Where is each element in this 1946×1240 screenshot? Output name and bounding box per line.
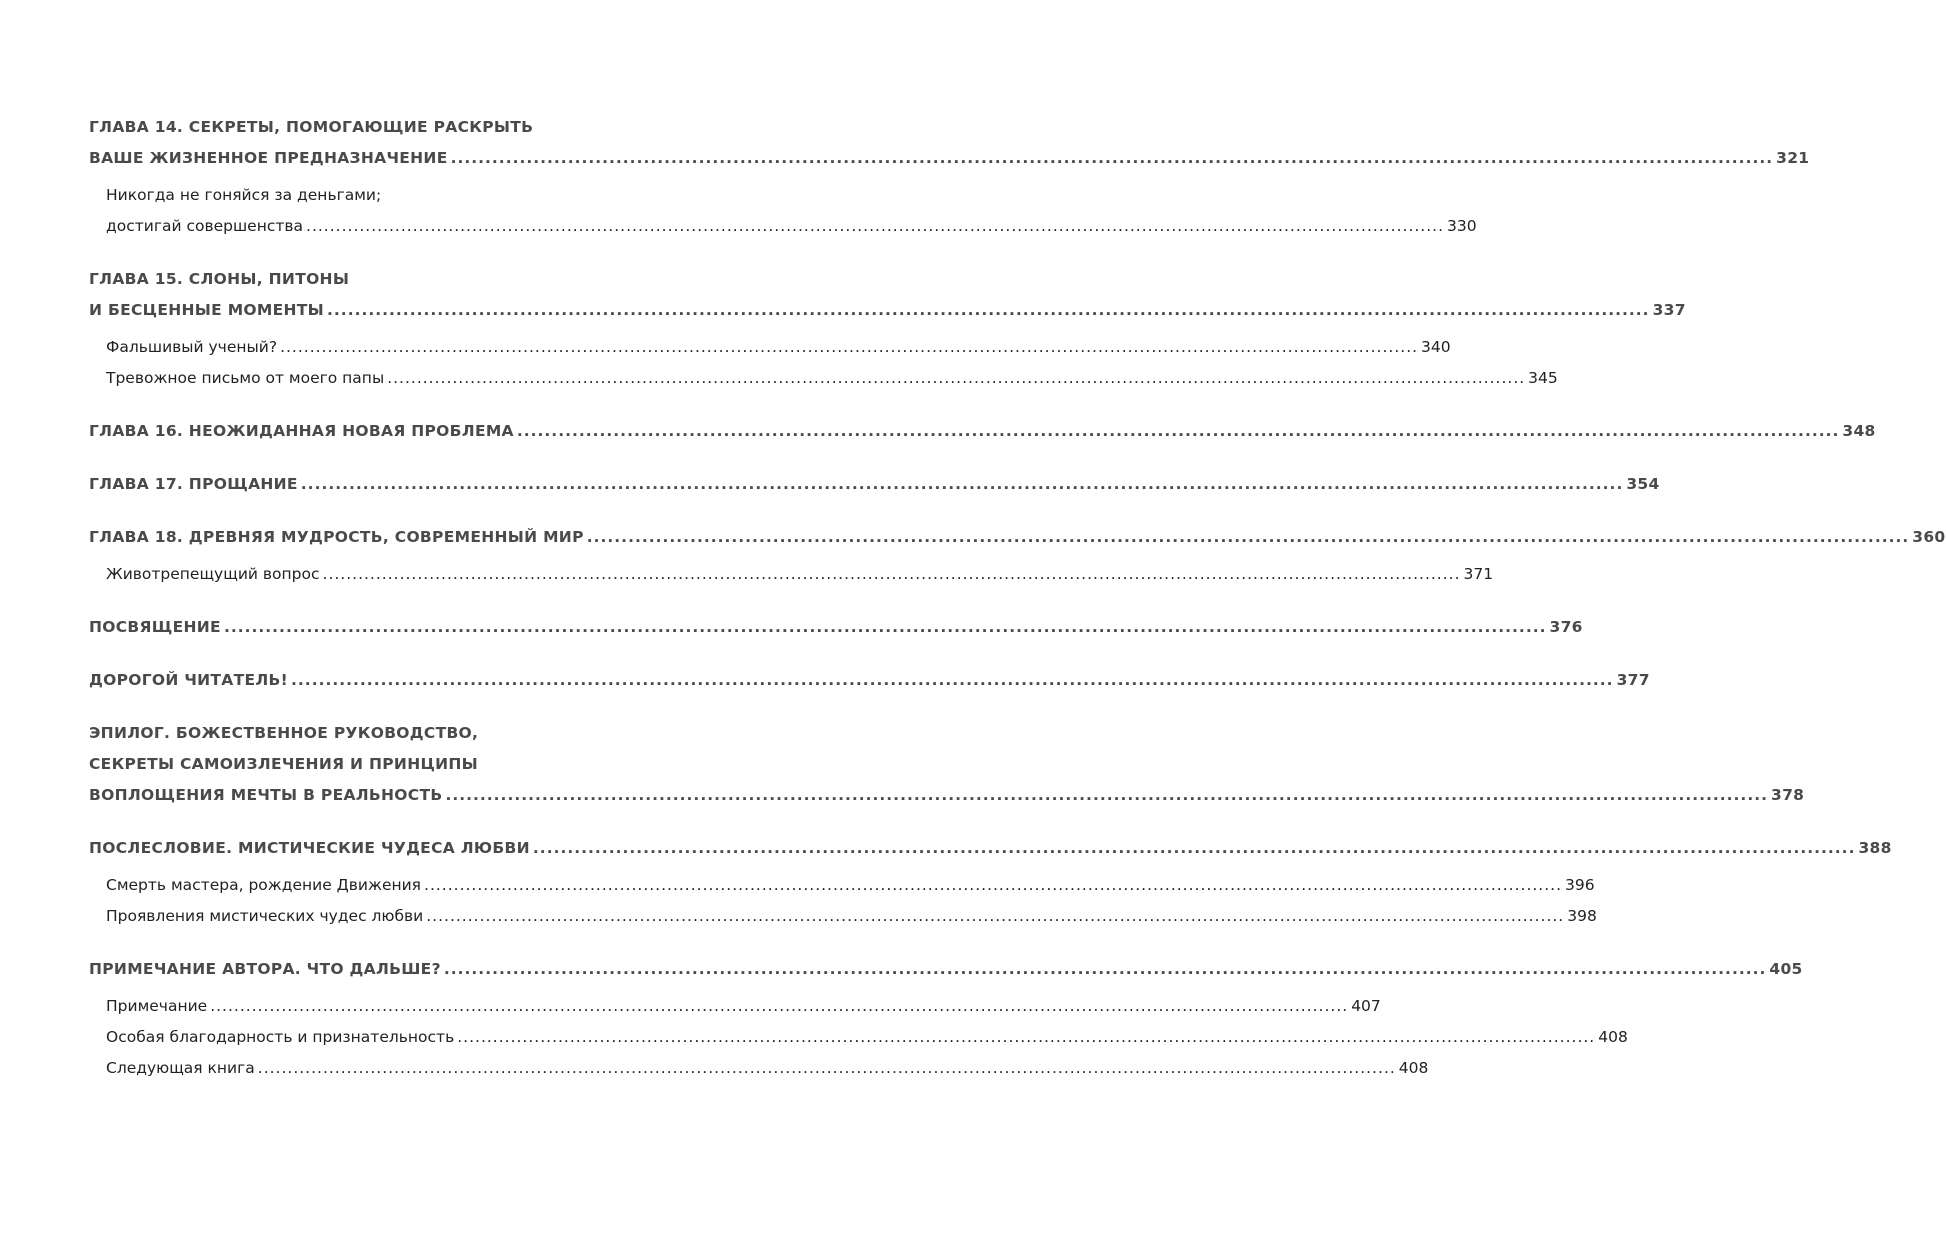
toc-chapter-line-title: ГЛАВА 14. СЕКРЕТЫ, ПОМОГАЮЩИЕ РАСКРЫТЬ (89, 118, 534, 136)
leader-dots (451, 143, 1774, 174)
toc-subsection-line (89, 180, 642, 211)
toc-chapter-line-title: СЕКРЕТЫ САМОИЗЛЕЧЕНИЯ И ПРИНЦИПЫ (89, 755, 479, 773)
toc-chapter-line-title: ГЛАВА 18. ДРЕВНЯЯ МУДРОСТЬ, СОВРЕМЕННЫЙ МИР (89, 528, 584, 546)
toc-chapter-line (89, 264, 642, 295)
toc-subsection-line-title: Примечание (106, 997, 208, 1015)
table-of-contents (89, 112, 1946, 1084)
leader-dots (426, 901, 1564, 932)
page-number: 340 (1421, 338, 1451, 356)
page-number: 348 (1842, 422, 1876, 440)
toc-subsection-line (89, 559, 1494, 590)
toc-subsection-line-title: достигай совершенства (106, 217, 304, 235)
toc-subsection-line-title: Тревожное письмо от моего папы (106, 369, 385, 387)
toc-chapter-line (89, 295, 1686, 326)
page-number: 330 (1447, 217, 1477, 235)
page-number: 360 (1912, 528, 1946, 546)
toc-chapter-line-title: ЭПИЛОГ. БОЖЕСТВЕННОЕ РУКОВОДСТВО, (89, 724, 479, 742)
toc-chapter (89, 416, 1876, 447)
page-number: 371 (1463, 565, 1494, 583)
toc-chapter-line (89, 665, 1650, 696)
page-number: 408 (1398, 1059, 1429, 1077)
toc-subsection-line (89, 211, 1477, 242)
toc-chapter-line-title: ПОСВЯЩЕНИЕ (89, 618, 221, 636)
toc-chapter (89, 264, 1686, 326)
toc-subsection-line-title: Никогда не гоняйся за деньгами; (106, 186, 382, 204)
leader-dots (306, 211, 1444, 242)
page-number: 321 (1776, 149, 1810, 167)
leader-dots (517, 416, 1840, 447)
toc-subsection-line (89, 363, 1558, 394)
toc-chapter-line (89, 469, 1660, 500)
toc-subsection-line-title: Проявления мистических чудес любви (106, 907, 424, 925)
toc-chapter-line (89, 612, 1583, 643)
leader-dots (587, 522, 1910, 553)
page-number: 388 (1858, 839, 1892, 857)
page-number: 376 (1549, 618, 1583, 636)
leader-dots (445, 780, 1768, 811)
leader-dots (323, 559, 1461, 590)
toc-subsection-line (89, 901, 1597, 932)
toc-subsection-line-title: Фальшивый ученый? (106, 338, 278, 356)
toc-chapter-line-title: И БЕСЦЕННЫЕ МОМЕНТЫ (89, 301, 325, 319)
toc-chapter-line (89, 143, 1810, 174)
toc-chapter (89, 522, 1946, 553)
toc-chapter-line (89, 112, 642, 143)
toc-subsection-line (89, 991, 1381, 1022)
page-number: 337 (1652, 301, 1686, 319)
page-number: 396 (1565, 876, 1595, 894)
toc-chapter-line (89, 718, 642, 749)
page-number: 398 (1567, 907, 1597, 925)
toc-chapter-line-title: ГЛАВА 17. ПРОЩАНИЕ (89, 475, 298, 493)
toc-chapter-line-title: ПОСЛЕСЛОВИЕ. МИСТИЧЕСКИЕ ЧУДЕСА ЛЮБВИ (89, 839, 530, 857)
toc-subsection-line (89, 332, 1451, 363)
leader-dots (444, 954, 1767, 985)
toc-chapter-line-title: ГЛАВА 15. СЛОНЫ, ПИТОНЫ (89, 270, 350, 288)
leader-dots (301, 469, 1624, 500)
leader-dots (424, 870, 1562, 901)
leader-dots (210, 991, 1348, 1022)
toc-chapter (89, 665, 1650, 696)
toc-chapter (89, 954, 1803, 985)
toc-chapter-line-title: ГЛАВА 16. НЕОЖИДАННАЯ НОВАЯ ПРОБЛЕМА (89, 422, 514, 440)
toc-chapter-line (89, 833, 1892, 864)
page-number: 377 (1616, 671, 1650, 689)
toc-chapter-line (89, 954, 1803, 985)
toc-chapter-line-title: ВОПЛОЩЕНИЯ МЕЧТЫ В РЕАЛЬНОСТЬ (89, 786, 443, 804)
leader-dots (291, 665, 1614, 696)
toc-subsection-line (89, 870, 1595, 901)
toc-subsection-line-title: Животрепещущий вопрос (106, 565, 320, 583)
toc-chapter-line-title: ДОРОГОЙ ЧИТАТЕЛЬ! (89, 671, 289, 689)
toc-chapter (89, 833, 1892, 864)
toc-subsection-line (89, 1053, 1429, 1084)
page-number: 405 (1769, 960, 1803, 978)
page-number: 345 (1528, 369, 1558, 387)
leader-dots (387, 363, 1525, 394)
toc-chapter (89, 718, 1805, 811)
page-number: 407 (1351, 997, 1381, 1015)
leader-dots (224, 612, 1547, 643)
toc-chapter (89, 112, 1810, 174)
toc-chapter-line-title: ПРИМЕЧАНИЕ АВТОРА. ЧТО ДАЛЬШЕ? (89, 960, 441, 978)
toc-chapter-line (89, 780, 1805, 811)
toc-chapter-line (89, 522, 1946, 553)
toc-subsection-line (89, 1022, 1628, 1053)
page-number: 378 (1770, 786, 1805, 804)
leader-dots (280, 332, 1418, 363)
toc-subsection-line-title: Смерть мастера, рождение Движения (106, 876, 422, 894)
toc-chapter (89, 612, 1583, 643)
toc-chapter-line-title: ВАШЕ ЖИЗНЕННОЕ ПРЕДНАЗНАЧЕНИЕ (89, 149, 448, 167)
toc-chapter-line (89, 749, 642, 780)
leader-dots (457, 1022, 1595, 1053)
leader-dots (327, 295, 1650, 326)
toc-subsection-line-title: Следующая книга (106, 1059, 255, 1077)
toc-subsection-line-title: Особая благодарность и признательность (106, 1028, 455, 1046)
leader-dots (533, 833, 1856, 864)
page-number: 354 (1626, 475, 1660, 493)
page-number: 408 (1598, 1028, 1628, 1046)
toc-chapter (89, 469, 1660, 500)
leader-dots (258, 1053, 1396, 1084)
toc-chapter-line (89, 416, 1876, 447)
